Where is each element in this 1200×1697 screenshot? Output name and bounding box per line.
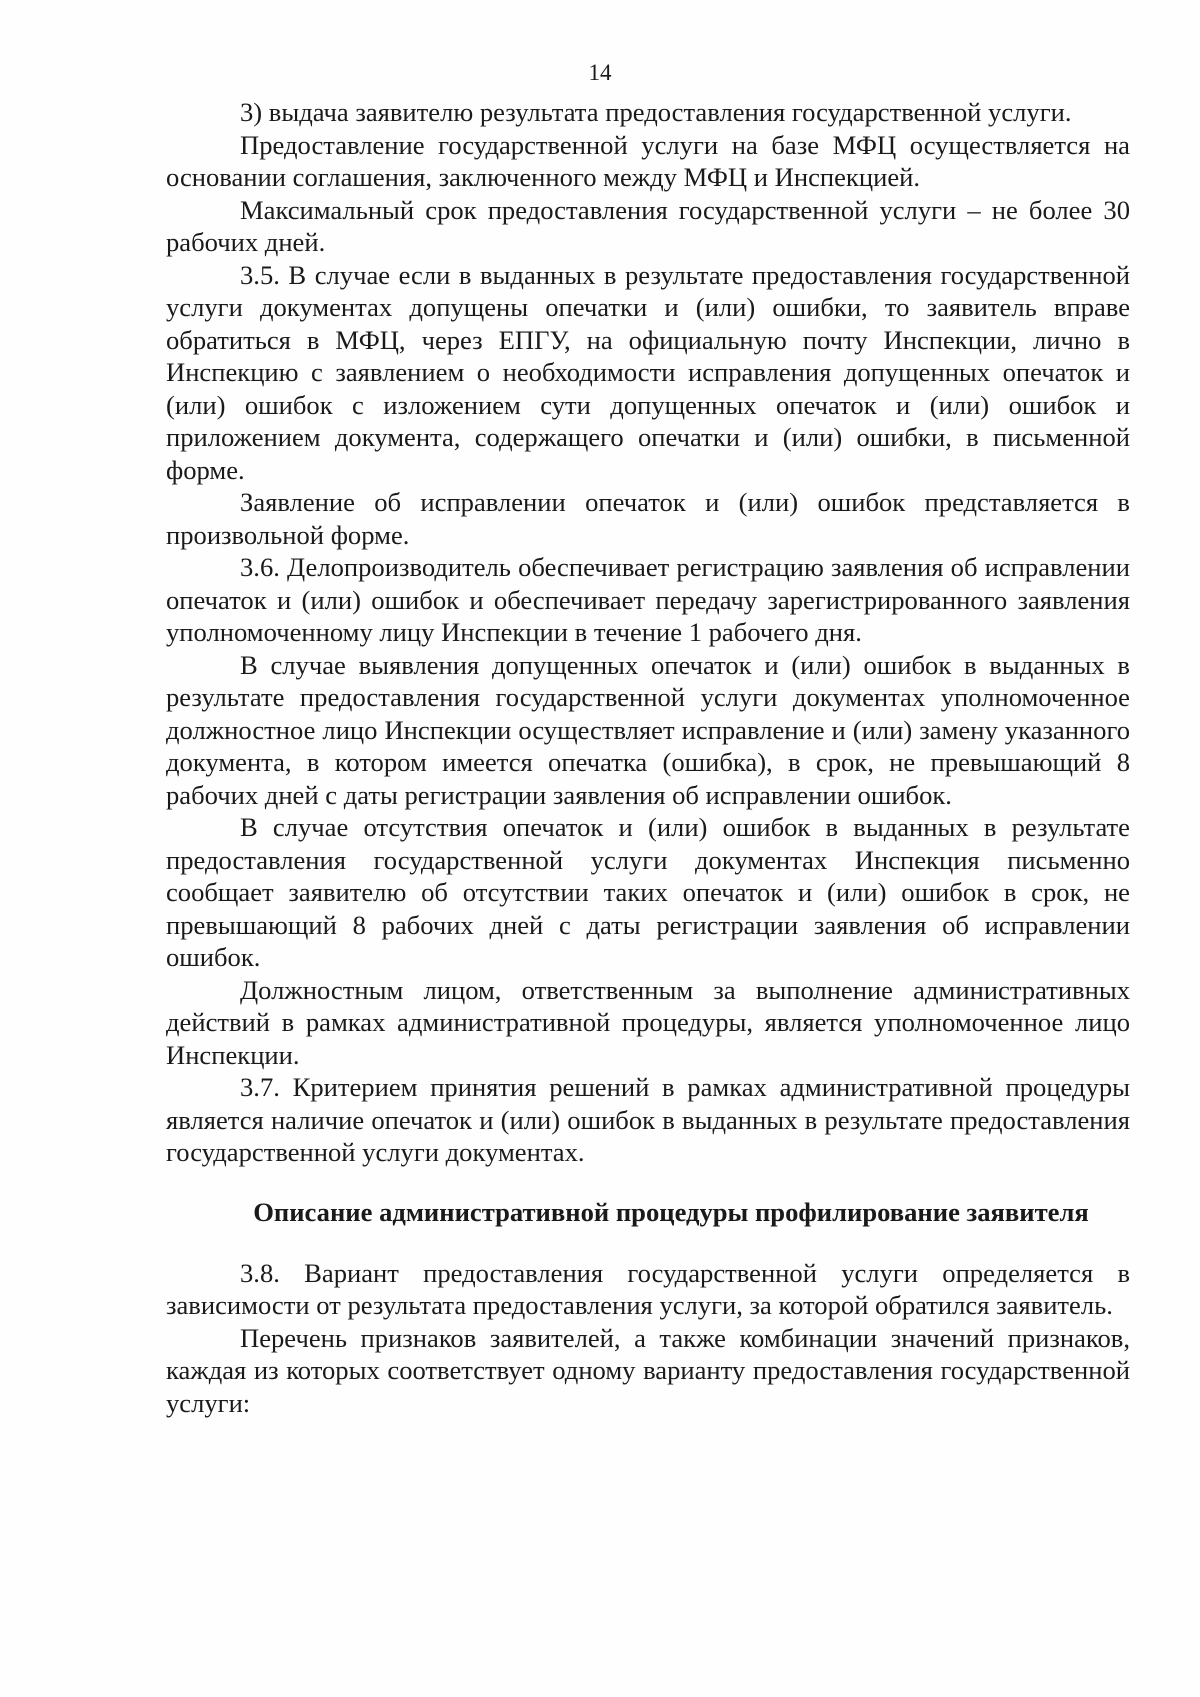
paragraph-3-8: 3.8. Вариант предоставления государственной услуги определяется в зависимости от результата предоставления услуги, за которой обратился заявитель. — [166, 1257, 1130, 1320]
paragraph-3-7: 3.7. Критерием принятия решений в рамках административной процедуры является наличие опечаток и (или) ошибок в выданных в результате предоставления государственной услуги документах. — [166, 1072, 1130, 1167]
paragraph-mfc-basis: Предоставление государственной услуги на базе МФЦ осуществляется на основании соглашения, заключенного между МФЦ и Инспекцией. — [166, 129, 1130, 192]
paragraph-free-form: Заявление об исправлении опечаток и (или) ошибок представляется в произвольной форме. — [166, 487, 1130, 550]
paragraph-3-6: 3.6. Делопроизводитель обеспечивает регистрацию заявления об исправлении опечаток и (или) ошибок и обеспечивает передачу зарегистрированного заявления уполномоченному лицу Инспекции в течение 1 рабочего дня. — [166, 552, 1130, 647]
document-body — [166, 96, 1130, 1419]
section-heading: Описание административной процедуры профилирование заявителя — [253, 1196, 1089, 1227]
paragraph-errors-found: В случае выявления допущенных опечаток и (или) ошибок в выданных в результате предоставления государственной услуги документах уполномоченное должностное лицо Инспекции осуществляет исправление и (или) замену указанного документа, в котором имеется опечатка (ошибка), в срок, не превышающий 8 рабочих дней с даты регистрации заявления об исправлении ошибок. — [166, 649, 1130, 810]
paragraph-item-3: 3) выдача заявителю результата предоставления государственной услуги. — [240, 97, 1072, 127]
paragraph-3-5: 3.5. В случае если в выданных в результате предоставления государственной услуги документах допущены опечатки и (или) ошибки, то заявитель вправе обратиться в МФЦ, через ЕПГУ, на официальную почту Инспекции, лично в Инспекцию с заявлением о необходимости исправления допущенных опечаток и (или) ошибок с изложением сути допущенных опечаток и (или) ошибок и приложением документа, содержащего опечатки и (или) ошибки, в письменной форме. — [166, 259, 1130, 485]
page-number: 14 — [588, 60, 612, 85]
paragraph-no-errors: В случае отсутствия опечаток и (или) ошибок в выданных в результате предоставления государственной услуги документах Инспекция письменно сообщает заявителю об отсутствии таких опечаток и (или) ошибок в срок, не превышающий 8 рабочих дней с даты регистрации заявления об исправлении ошибок. — [166, 812, 1130, 972]
paragraph-attributes-list: Перечень признаков заявителей, а также комбинации значений признаков, каждая из которых соответствует одному варианту предоставления государственной услуги: — [166, 1322, 1130, 1418]
paragraph-max-term: Максимальный срок предоставления государственной услуги – не более 30 рабочих дней. — [166, 194, 1130, 257]
paragraph-responsible-person: Должностным лицом, ответственным за выполнение административных действий в рамках административной процедуры, является уполномоченное лицо Инспекции. — [166, 974, 1130, 1070]
